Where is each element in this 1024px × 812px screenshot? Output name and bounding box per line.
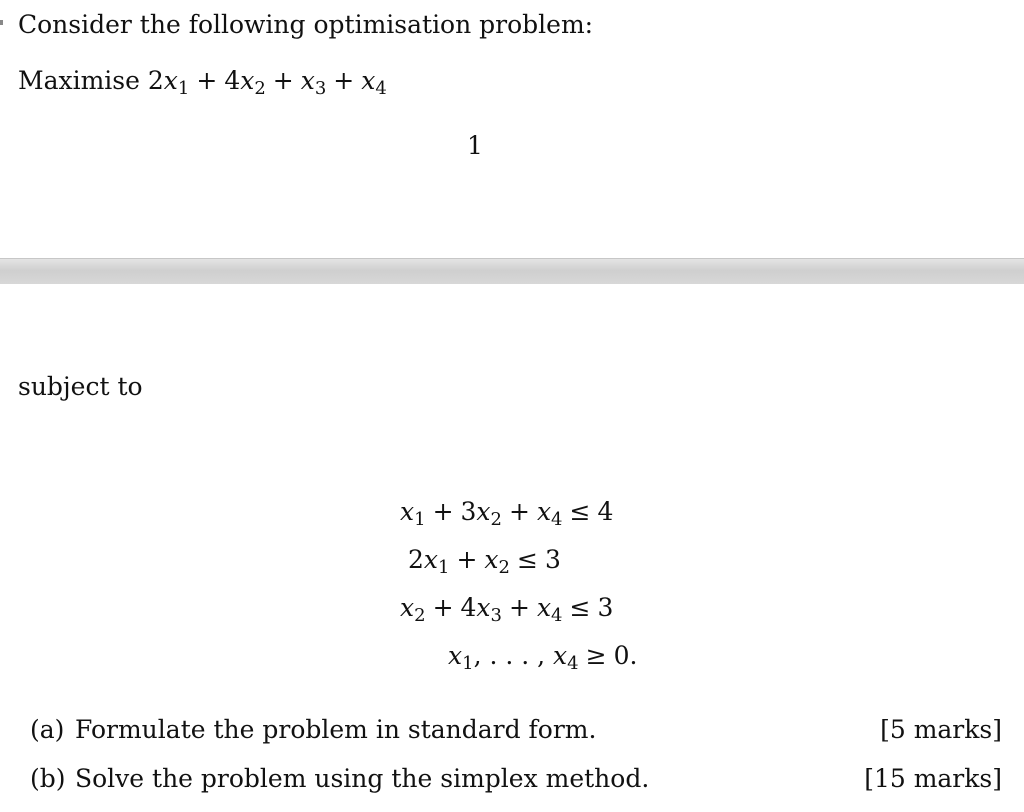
- constraint-2: $2x_1 + x_2 \le 3$: [408, 545, 561, 579]
- part-text: Solve the problem using the simplex method.: [75, 764, 650, 793]
- intro-text: Consider the following optimisation problem:: [18, 10, 594, 39]
- constraint-3: $x_2 + 4x_3 + x_4 \le 3$: [400, 593, 614, 627]
- objective-word: Maximise: [18, 66, 140, 95]
- part-marks: [15 marks]: [864, 764, 1002, 793]
- constraint-1: $x_1 + 3x_2 + x_4 \le 4$: [400, 497, 614, 531]
- page-top: [0, 0, 1024, 258]
- part-label: (b): [30, 764, 66, 793]
- page-bottom: [0, 284, 1024, 812]
- part-label: (a): [30, 715, 65, 744]
- objective-line: [18, 66, 387, 100]
- part-text: Formulate the problem in standard form.: [75, 715, 597, 744]
- page-number: 1: [467, 131, 483, 160]
- constraint-nonneg: $x_1$, . . . , $x_4 \ge 0$.: [448, 641, 638, 675]
- page-separator: [0, 258, 1024, 286]
- objective-function: $2x_1 + 4x_2 + x_3 + x_4$: [147, 66, 387, 100]
- subject-to-text: subject to: [18, 372, 143, 401]
- part-marks: [5 marks]: [880, 715, 1002, 744]
- margin-mark: [0, 20, 3, 25]
